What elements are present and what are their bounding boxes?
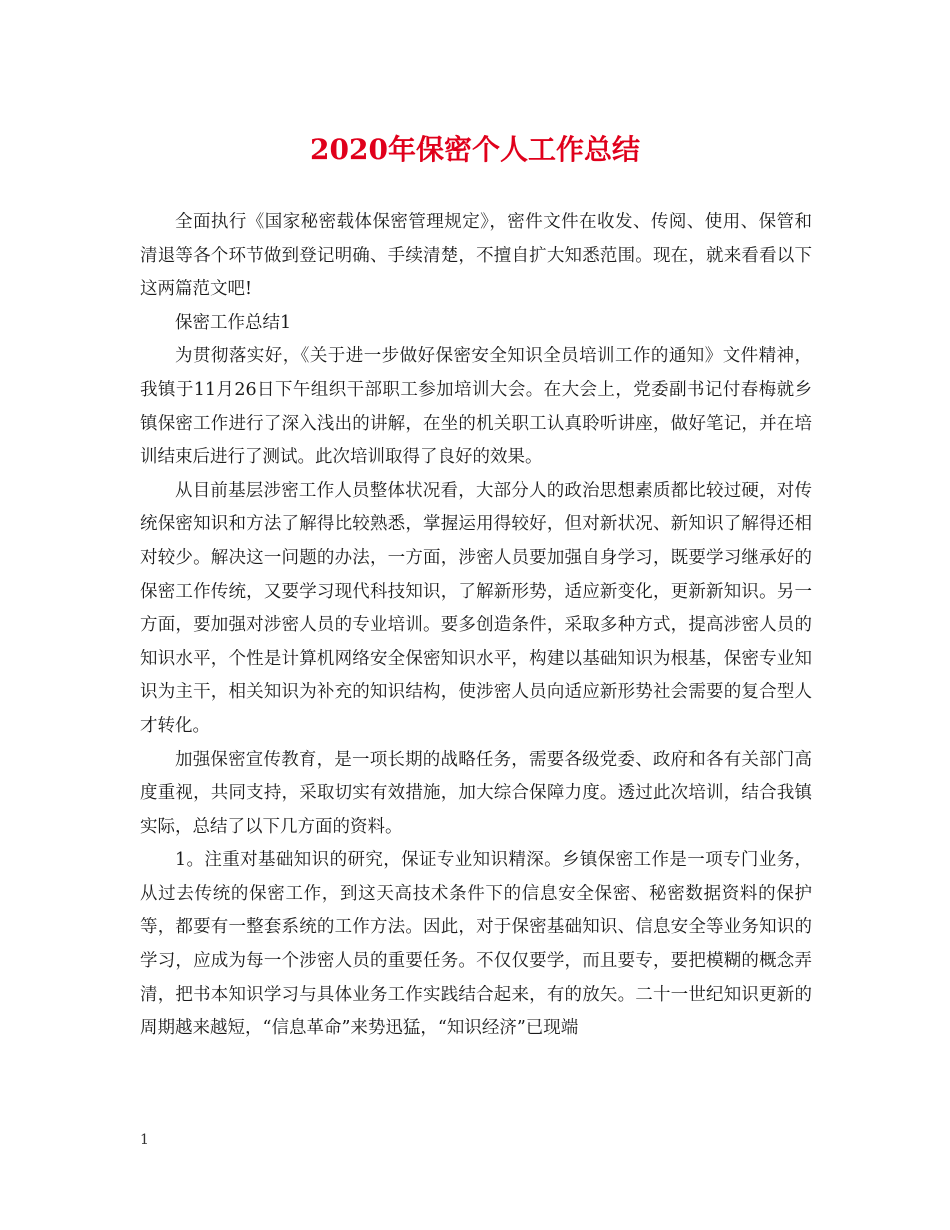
paragraph-intro: 全面执行《国家秘密载体保密管理规定》，密件文件在收发、传阅、使用、保管和清退等各个环节做到登记明确、手续清楚，不擅自扩大知悉范围。现在，就来看看以下这两篇范文吧! bbox=[140, 212, 812, 300]
paragraph: 从目前基层涉密工作人员整体状况看，大部分人的政治思想素质都比较过硬，对传统保密知识和方法了解得比较熟悉，掌握运用得较好，但对新状况、新知识了解得还相对较少。解决这一问题的办法，一方面，涉密人员要加强自身学习，既要学习继承好的保密工作传统，又要学习现代科技知识，了解新形势，适应新变化，更新新知识。另一方面，要加强对涉密人员的专业培训。要多创造条件，采取多种方式，提高涉密人员的知识水平，个性是计算机网络安全保密知识水平，构建以基础知识为根基，保密专业知识为主干，相关知识为补充的知识结构，使涉密人员向适应新形势社会需要的复合型人才转化。 bbox=[140, 480, 812, 736]
document-body bbox=[140, 206, 812, 1046]
document-title: 2020年保密个人工作总结 bbox=[310, 133, 640, 166]
paragraph: 1。注重对基础知识的研究，保证专业知识精深。乡镇保密工作是一项专门业务，从过去传统的保密工作，到这天高技术条件下的信息安全保密、秘密数据资料的保护等，都要有一整套系统的工作方法。因此，对于保密基础知识、信息安全等业务知识的学习，应成为每一个涉密人员的重要任务。不仅仅要学，而且要专，要把模糊的概念弄清，把书本知识学习与具体业务工作实践结合起来，有的放矢。二十一世纪知识更新的周期越来越短，“信息革命”来势迅猛，“知识经济”已现端 bbox=[140, 850, 812, 1039]
section-heading: 保密工作总结1 bbox=[175, 312, 292, 333]
paragraph: 为贯彻落实好，《关于进一步做好保密安全知识全员培训工作的通知》文件精神，我镇于11月26日下午组织干部职工参加培训大会。在大会上，党委副书记付春梅就乡镇保密工作进行了深入浅出的讲解，在坐的机关职工认真聆听讲座，做好笔记，并在培训结束后进行了测试。此次培训取得了良好的效果。 bbox=[140, 346, 812, 468]
paragraph: 加强保密宣传教育，是一项长期的战略任务，需要各级党委、政府和各有关部门高度重视，共同支持，采取切实有效措施，加大综合保障力度。透过此次培训，结合我镇实际，总结了以下几方面的资料。 bbox=[140, 749, 812, 837]
page-number: 1 bbox=[140, 1132, 149, 1148]
